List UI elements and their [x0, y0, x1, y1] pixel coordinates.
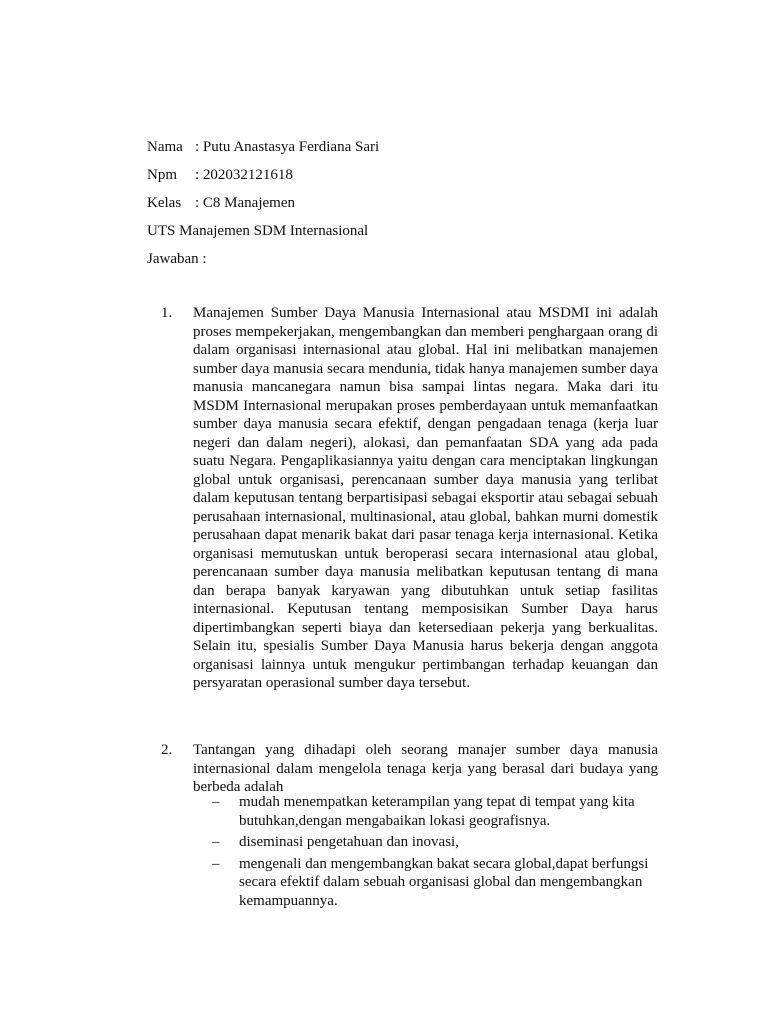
dash-bullet-icon: –	[212, 794, 220, 810]
bullet-text: mengenali dan mengembangkan bakat secara global,dapat berfungsi secara efektif dalam sebuah organisasi global dan mengembangkan kemampuannya.	[239, 855, 649, 909]
student-class-line	[147, 193, 295, 213]
answer-2-bullet-list	[193, 793, 658, 913]
answer-2-number: 2.	[161, 742, 173, 758]
class-value: : C8 Manajemen	[195, 195, 295, 211]
student-npm-line	[147, 165, 293, 185]
list-item	[193, 855, 658, 911]
answer-1-text: Manajemen Sumber Daya Manusia Internasional atau MSDMI ini adalah proses mempekerjakan, mengembangkan dan memberi penghargaan orang di dalam organisasi internasional atau global. Hal ini melibatkan manajemen sumber daya manusia secara mendunia, tidak hanya manajemen sumber daya manusia mancanegara namun bisa sampai lintas negara. Maka dari itu MSDM Internasional merupakan proses pemberdayaan untuk memanfaatkan sumber daya manusia secara efektif, dengan pengadaan tenaga (kerja luar negeri dan dalam negeri), alokasi, dan pemanfaatan SDA yang ada pada suatu Negara. Pengaplikasiannya yaitu dengan cara menciptakan lingkungan global untuk organisasi, perencanaan sumber daya manusia yang terlibat dalam keputusan tentang berpartisipasi sebagai eksportir atau sebagai sebuah perusahaan internasional, multinasional, atau global, bahkan murni domestik perusahaan dapat menarik bakat dari pasar tenaga kerja internasional. Ketika organisasi memutuskan untuk beroperasi secara internasional atau global, perencanaan sumber daya manusia melibatkan keputusan tentang di mana dan berapa banyak karyawan yang dibutuhkan untuk setiap fasilitas internasional. Keputusan tentang memposisikan Sumber Daya harus dipertimbangkan seperti biaya dan ketersediaan pekerja yang berkualitas. Selain itu, spesialis Sumber Daya Manusia harus bekerja dengan anggota organisasi lainnya untuk mengukur pertimbangan terhadap keuangan dan persyaratan operasional sumber daya tersebut.	[193, 305, 658, 691]
name-value: : Putu Anastasya Ferdiana Sari	[195, 139, 380, 155]
npm-value: : 202032121618	[195, 167, 293, 183]
class-label: Kelas	[147, 195, 182, 211]
list-item	[193, 793, 658, 830]
name-label: Nama	[147, 139, 183, 155]
answer-2-text: Tantangan yang dihadapi oleh seorang manajer sumber daya manusia internasional dalam mengelola tenaga kerja yang berasal dari budaya yang berbeda adalah	[193, 742, 658, 795]
npm-label: Npm	[147, 167, 177, 183]
dash-bullet-icon: –	[212, 855, 220, 872]
dash-bullet-icon: –	[212, 834, 220, 850]
answer-heading: Jawaban :	[147, 251, 207, 267]
bullet-text: diseminasi pengetahuan dan inovasi,	[239, 834, 459, 850]
student-name-line	[147, 137, 379, 157]
bullet-text: mudah menempatkan keterampilan yang tepat di tempat yang kita butuhkan,dengan mengabaikan lokasi geografisnya.	[239, 794, 635, 829]
exam-title: UTS Manajemen SDM Internasional	[147, 223, 369, 239]
list-item	[193, 833, 658, 852]
answer-1-number: 1.	[161, 305, 173, 321]
